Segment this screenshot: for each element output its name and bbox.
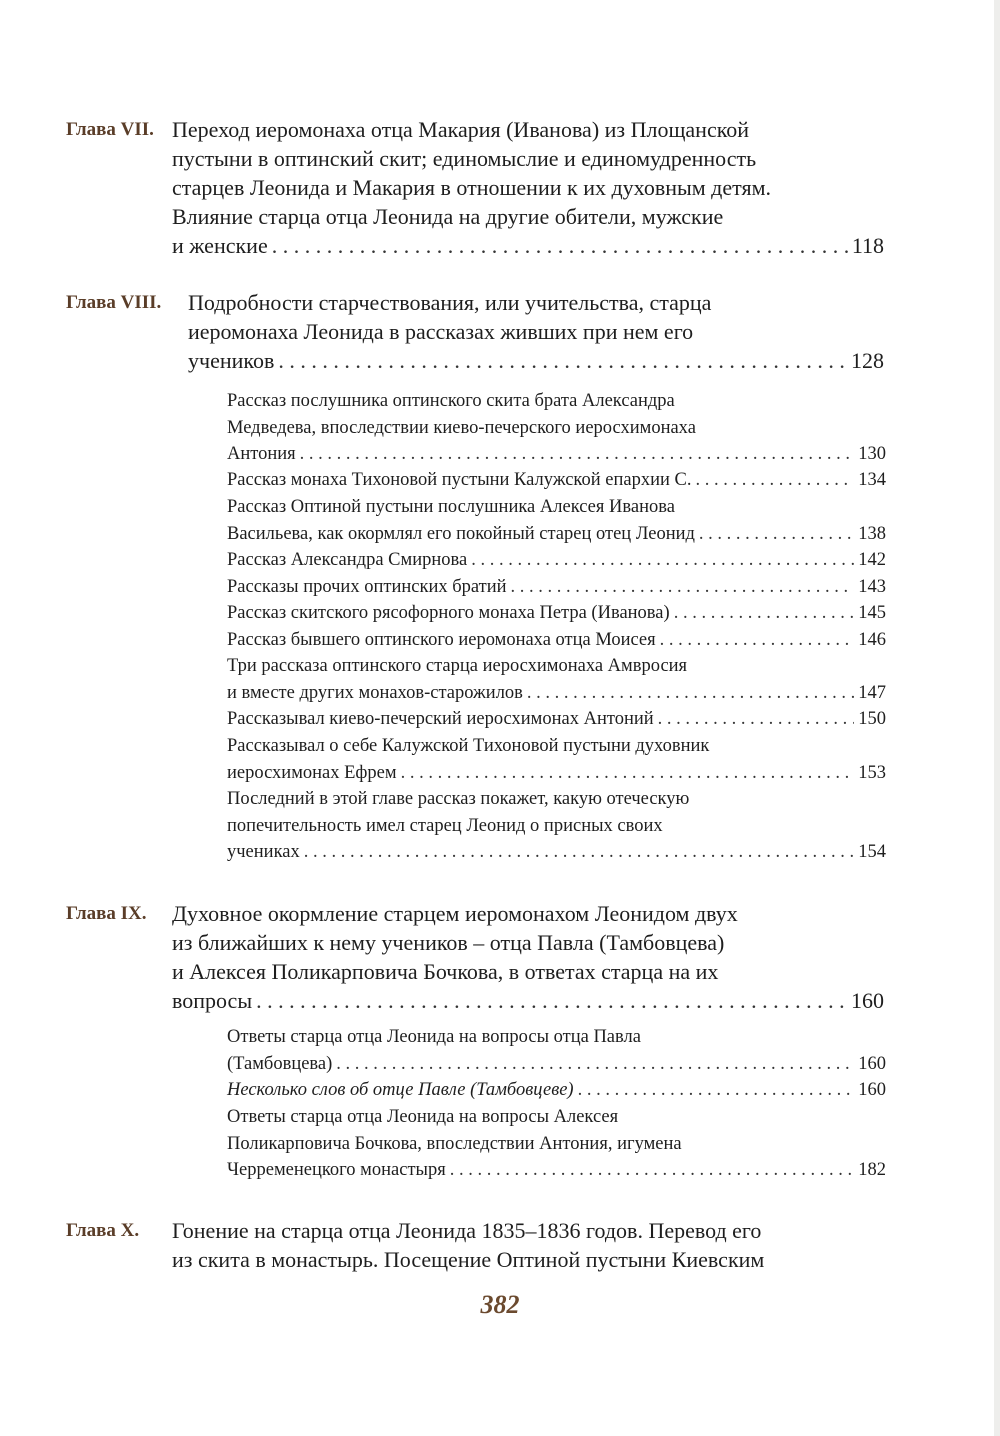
leader-dots bbox=[695, 467, 854, 494]
toc-subentry[interactable] bbox=[227, 547, 886, 574]
page-number: 147 bbox=[858, 682, 886, 703]
page-number: 134 bbox=[858, 470, 886, 490]
chapter-title bbox=[172, 899, 884, 1015]
entry-text: вопросы bbox=[172, 988, 253, 1013]
toc-entry-line[interactable] bbox=[172, 231, 884, 260]
subentry-line: Рассказ Оптиной пустыни послушника Алексея Иванова bbox=[227, 497, 675, 517]
entry-text: Несколько слов об отце Павле (Тамбовцеве) bbox=[227, 1080, 574, 1100]
leader-dots bbox=[304, 839, 855, 866]
entry-text: и женские bbox=[172, 233, 268, 258]
subentry-dotline bbox=[227, 680, 886, 707]
subentry-line: Три рассказа оптинского старца иеросхимонаха Амвросия bbox=[227, 656, 688, 676]
toc-subentry[interactable] bbox=[227, 627, 886, 654]
page-number: 118 bbox=[851, 233, 884, 258]
page-number-folio: 382 bbox=[480, 1290, 520, 1319]
title-line: Влияние старца отца Леонида на другие обители, мужские bbox=[172, 204, 724, 229]
leader-dots bbox=[699, 521, 854, 548]
page-number: 145 bbox=[858, 603, 886, 623]
chapter-title bbox=[172, 1216, 884, 1274]
leader-dots bbox=[660, 627, 855, 654]
entry-text: Рассказ бывшего оптинского иеромонаха отца Моисея bbox=[227, 630, 656, 650]
leader-dots bbox=[272, 231, 848, 260]
entry-text: Антония bbox=[227, 444, 296, 464]
subentry-line: Последний в этой главе рассказ покажет, какую отеческую bbox=[227, 789, 690, 809]
subentry-dotline bbox=[227, 467, 886, 494]
page-number: 128 bbox=[851, 348, 884, 373]
toc-subentry[interactable] bbox=[227, 388, 886, 468]
page-number: 146 bbox=[858, 630, 886, 650]
leader-dots bbox=[471, 547, 854, 574]
leader-dots bbox=[401, 760, 855, 787]
toc-subentry[interactable] bbox=[227, 494, 886, 547]
chapter-title bbox=[172, 115, 884, 260]
toc-subentry[interactable] bbox=[227, 1077, 886, 1104]
entry-text: Рассказ монаха Тихоновой пустыни Калужской епархии С. bbox=[227, 470, 692, 490]
page-number: 160 bbox=[851, 988, 884, 1013]
subentry-line: Медведева, впоследствии киево-печерского иеросхимонаха bbox=[227, 417, 696, 438]
entry-text: Черременецкого монастыря bbox=[227, 1160, 446, 1180]
subentry-line: попечительность имел старец Леонид о присных своих bbox=[227, 815, 663, 836]
title-line: иеромонаха Леонида в рассказах живших при нем его bbox=[188, 319, 694, 344]
page-number: 142 bbox=[858, 550, 886, 570]
title-line: Гонение на старца отца Леонида 1835–1836 годов. Перевод его bbox=[172, 1218, 762, 1243]
title-line: старцев Леонида и Макария в отношении к их духовным детям. bbox=[172, 175, 772, 200]
title-line: пустыни в оптинский скит; единомыслие и единомудренность bbox=[172, 146, 757, 171]
entry-text: и вместе других монахов-старожилов bbox=[227, 682, 523, 703]
subentry-dotline bbox=[227, 441, 886, 468]
leader-dots bbox=[256, 986, 847, 1015]
toc-entry-line[interactable] bbox=[172, 986, 884, 1015]
subentry-dotline bbox=[227, 547, 886, 574]
page-number: 182 bbox=[858, 1160, 886, 1180]
title-line: Переход иеромонаха отца Макария (Иванова) из Площанской bbox=[172, 117, 750, 142]
subentry-dotline bbox=[227, 627, 886, 654]
subentry-dotline bbox=[227, 760, 886, 787]
subentry-line: Ответы старца отца Леонида на вопросы Алексея bbox=[227, 1107, 619, 1127]
leader-dots bbox=[527, 680, 854, 707]
toc-subentry[interactable] bbox=[227, 1024, 886, 1077]
entry-text: Рассказ скитского рясофорного монаха Петра (Иванова) bbox=[227, 603, 670, 623]
entry-text: учениках bbox=[227, 842, 300, 862]
page-number: 150 bbox=[858, 709, 886, 729]
entry-text: (Тамбовцева) bbox=[227, 1053, 333, 1074]
subentry-line: Ответы старца отца Леонида на вопросы отца Павла bbox=[227, 1027, 641, 1047]
leader-dots bbox=[300, 441, 855, 468]
subentry-dotline bbox=[227, 1051, 886, 1078]
page-number: 130 bbox=[858, 444, 886, 464]
chapter-title bbox=[188, 288, 884, 375]
toc-subentry[interactable] bbox=[227, 786, 886, 866]
chapter-label: Глава IX. bbox=[66, 903, 147, 924]
title-line: Подробности старчествования, или учительства, старца bbox=[188, 290, 712, 315]
entry-text: Васильева, как окормлял его покойный старец отец Леонид bbox=[227, 523, 695, 544]
toc-entry-line[interactable] bbox=[188, 346, 884, 375]
subentry-dotline bbox=[227, 574, 886, 601]
leader-dots bbox=[658, 706, 855, 733]
leader-dots bbox=[578, 1077, 855, 1104]
toc-subentry[interactable] bbox=[227, 600, 886, 627]
toc-subentry[interactable] bbox=[227, 733, 886, 786]
page-gutter bbox=[994, 0, 1000, 1436]
toc-subentry[interactable] bbox=[227, 706, 886, 733]
title-line: и Алексея Поликарповича Бочкова, в ответах старца на их bbox=[172, 959, 719, 984]
subentry-dotline bbox=[227, 1077, 886, 1104]
title-line: из скита в монастырь. Посещение Оптиной пустыни Киевским bbox=[172, 1247, 765, 1272]
page-number: 160 bbox=[858, 1080, 886, 1100]
leader-dots bbox=[674, 600, 855, 627]
subentry-line: Рассказывал о себе Калужской Тихоновой пустыни духовник bbox=[227, 736, 710, 756]
entry-text: Рассказы прочих оптинских братий bbox=[227, 577, 507, 597]
leader-dots bbox=[278, 346, 847, 375]
title-line: Духовное окормление старцем иеромонахом Леонидом двух bbox=[172, 901, 738, 926]
page-number: 138 bbox=[858, 523, 886, 544]
entry-text: иеросхимонах Ефрем bbox=[227, 762, 397, 783]
leader-dots bbox=[511, 574, 855, 601]
toc-subentry[interactable] bbox=[227, 574, 886, 601]
subentry-dotline bbox=[227, 600, 886, 627]
chapter-label: Глава VII. bbox=[66, 119, 154, 140]
entry-text: Рассказ Александра Смирнова bbox=[227, 550, 468, 570]
page-number: 160 bbox=[858, 1053, 886, 1074]
entry-text: учеников bbox=[188, 348, 275, 373]
subentry-dotline bbox=[227, 521, 886, 548]
title-line: из ближайших к нему учеников – отца Павла (Тамбовцева) bbox=[172, 930, 725, 955]
subentry-dotline bbox=[227, 706, 886, 733]
page-number: 154 bbox=[858, 842, 886, 862]
subentry-line: Рассказ послушника оптинского скита брата Александра bbox=[227, 391, 675, 411]
subentry-dotline bbox=[227, 1157, 886, 1184]
page-number: 143 bbox=[858, 577, 886, 597]
toc-subentry[interactable] bbox=[227, 467, 886, 494]
chapter-label: Глава VIII. bbox=[66, 292, 162, 313]
toc-subentry[interactable] bbox=[227, 653, 886, 706]
leader-dots bbox=[336, 1051, 854, 1078]
toc-subentry[interactable] bbox=[227, 1104, 886, 1184]
subentry-line: Поликарповича Бочкова, впоследствии Антония, игумена bbox=[227, 1133, 682, 1154]
entry-text: Рассказывал киево-печерский иеросхимонах Антоний bbox=[227, 709, 654, 729]
subentry-dotline bbox=[227, 839, 886, 866]
chapter-label: Глава X. bbox=[66, 1220, 140, 1241]
page-number: 153 bbox=[858, 762, 886, 783]
leader-dots bbox=[450, 1157, 855, 1184]
